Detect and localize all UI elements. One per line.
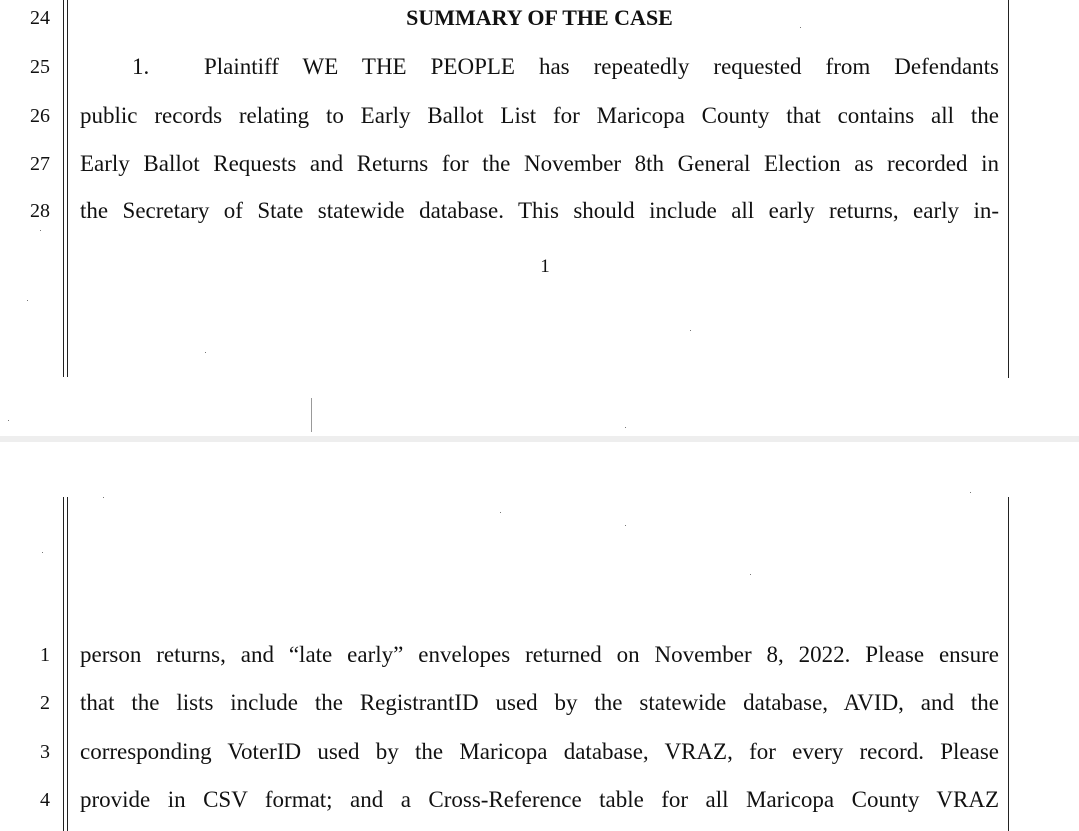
left-margin-rule-inner (67, 497, 68, 831)
right-margin-rule (1008, 0, 1009, 378)
paragraph-number: 1. (132, 54, 150, 79)
text-line: that the lists include the RegistrantID used by the statewide database, AVID, and the (80, 690, 999, 715)
left-margin-rule-inner (67, 0, 68, 377)
line-number: 2 (40, 692, 50, 714)
scan-speck (970, 492, 971, 493)
scan-speck (42, 552, 43, 553)
line-number: 28 (30, 200, 50, 222)
scan-speck (500, 512, 501, 513)
scan-speck (625, 427, 626, 428)
scan-speck (103, 497, 104, 498)
right-margin-rule (1008, 497, 1009, 831)
left-margin-rule-outer (63, 0, 64, 377)
scan-speck (8, 420, 9, 421)
scan-dash (311, 398, 312, 432)
section-heading: SUMMARY OF THE CASE (406, 5, 673, 30)
line-number: 27 (30, 153, 50, 175)
line-number: 3 (40, 741, 50, 763)
line-number: 26 (30, 105, 50, 127)
line-number: 1 (40, 644, 50, 666)
scan-speck (205, 352, 206, 353)
text-line: corresponding VoterID used by the Maricopa database, VRAZ, for every record. Please (80, 739, 999, 764)
scan-speck (27, 300, 28, 301)
scan-speck (690, 330, 691, 331)
line-number: 24 (30, 7, 50, 29)
document-page-bottom (0, 442, 1079, 831)
text-line-content: Plaintiff WE THE PEOPLE has repeatedly requested from Defendants (204, 54, 999, 79)
text-line: provide in CSV format; and a Cross-Reference table for all Maricopa County VRAZ (80, 787, 999, 812)
text-line: the Secretary of State statewide database. This should include all early returns, early in- (80, 198, 999, 223)
scan-speck (625, 525, 626, 526)
text-line: Early Ballot Requests and Returns for the November 8th General Election as recorded in (80, 151, 999, 176)
text-line: person returns, and “late early” envelopes returned on November 8, 2022. Please ensure (80, 642, 999, 667)
line-number: 25 (30, 56, 50, 78)
text-line: public records relating to Early Ballot List for Maricopa County that contains all the (80, 103, 999, 128)
page-number: 1 (540, 256, 550, 277)
scan-speck (40, 230, 41, 231)
scan-speck (800, 27, 801, 28)
text-line (80, 54, 999, 80)
scan-speck (750, 574, 751, 575)
line-number: 4 (40, 789, 50, 811)
left-margin-rule-outer (63, 497, 64, 831)
